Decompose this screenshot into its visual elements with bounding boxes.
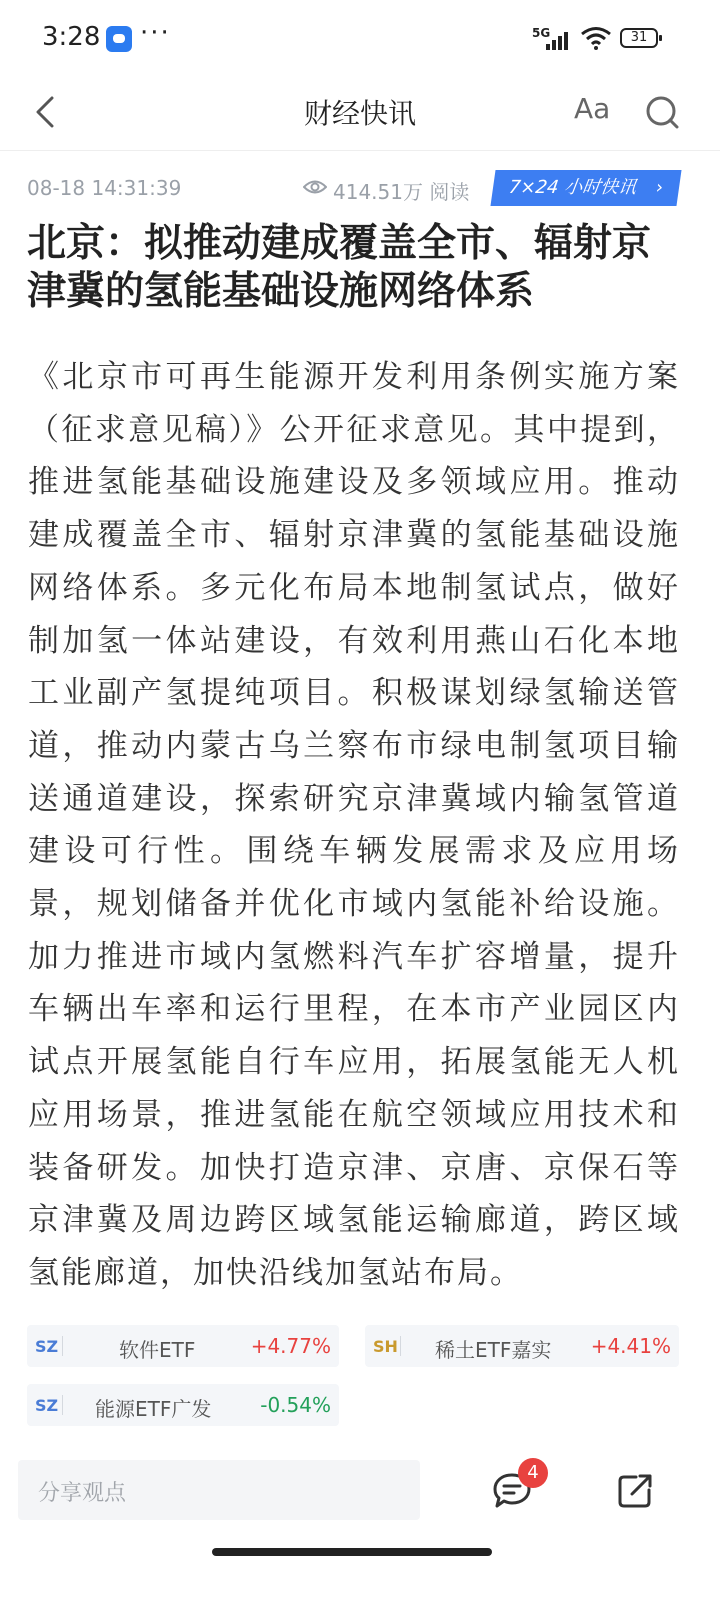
network-type: 5G bbox=[532, 26, 551, 40]
font-size-button[interactable]: Aa bbox=[574, 92, 611, 125]
article-headline: 北京：拟推动建成覆盖全市、辐射京津冀的氢能基础设施网络体系 bbox=[27, 221, 652, 314]
bottom-action-bar bbox=[0, 1442, 720, 1600]
status-time: 3:28 bbox=[42, 22, 101, 52]
exchange-label: SH bbox=[373, 1337, 398, 1356]
search-icon[interactable] bbox=[644, 94, 680, 130]
home-indicator[interactable] bbox=[212, 1548, 492, 1556]
eye-icon bbox=[303, 178, 327, 196]
comment-placeholder: 分享观点 bbox=[38, 1481, 127, 1506]
stock-name: 能源ETF广发 bbox=[95, 1397, 212, 1421]
share-icon[interactable] bbox=[616, 1472, 654, 1510]
app-notification-icon bbox=[106, 26, 132, 52]
exchange-label: SZ bbox=[35, 1396, 59, 1415]
page-title: 财经快讯 bbox=[303, 97, 416, 130]
stock-change: +4.41% bbox=[590, 1334, 671, 1358]
divider bbox=[62, 1395, 63, 1415]
more-notifications-icon: ··· bbox=[140, 18, 171, 48]
stock-name: 软件ETF bbox=[119, 1338, 196, 1362]
status-bar bbox=[0, 0, 720, 76]
stock-chip-software-etf[interactable] bbox=[27, 1325, 339, 1367]
divider bbox=[400, 1336, 401, 1356]
battery-icon: 31 bbox=[620, 28, 658, 48]
live-news-badge[interactable] bbox=[490, 170, 681, 206]
publish-time: 08-18 14:31:39 bbox=[27, 176, 182, 200]
article-meta bbox=[0, 168, 720, 208]
stock-chip-rare-earth-etf[interactable] bbox=[365, 1325, 679, 1367]
wifi-icon bbox=[580, 26, 612, 50]
top-navigation-bar bbox=[0, 76, 720, 151]
stock-change: +4.77% bbox=[250, 1334, 331, 1358]
live-news-label: 7×24 小时快讯 bbox=[507, 177, 638, 198]
stock-chip-energy-etf[interactable] bbox=[27, 1384, 339, 1426]
chevron-right-icon: › bbox=[654, 177, 665, 198]
article-body: 《北京市可再生能源开发利用条例实施方案（征求意见稿）》公开征求意见。其中提到，推进氢能基础设施建设及多领域应用。推动建成覆盖全市、辐射京津冀的氢能基础设施网络体系。多元化布局本地制氢试点，做好制加氢一体站建设，有效利用燕山石化本地工业副产氢提纯项目。积极谋划绿氢输送管道，推动内蒙古乌兰察布市绿电制氢项目输送通道建设，探索研究京津冀域内输氢管道建设可行性。围绕车辆发展需求及应用场景，规划储备并优化市域内氢能补给设施。加力推进市域内氢燃料汽车扩容增量，提升车辆出车率和运行里程，在本市产业园区内试点开展氢能自行车应用，拓展氢能无人机应用场景，推进氢能在航空领域应用技术和装备研发。加快打造京津、京唐、京保石等京津冀及周边跨区域氢能运输廊道，跨区域氢能廊道，加快沿线加氢站布局。 bbox=[28, 359, 680, 1291]
signal-icon bbox=[546, 30, 572, 50]
read-count: 414.51万 阅读 bbox=[333, 180, 470, 204]
comment-input[interactable] bbox=[18, 1460, 420, 1520]
comment-count-badge: 4 bbox=[518, 1458, 548, 1488]
stock-change: -0.54% bbox=[260, 1393, 331, 1417]
stock-name: 稀土ETF嘉实 bbox=[435, 1338, 552, 1362]
divider bbox=[62, 1336, 63, 1356]
exchange-label: SZ bbox=[35, 1337, 59, 1356]
